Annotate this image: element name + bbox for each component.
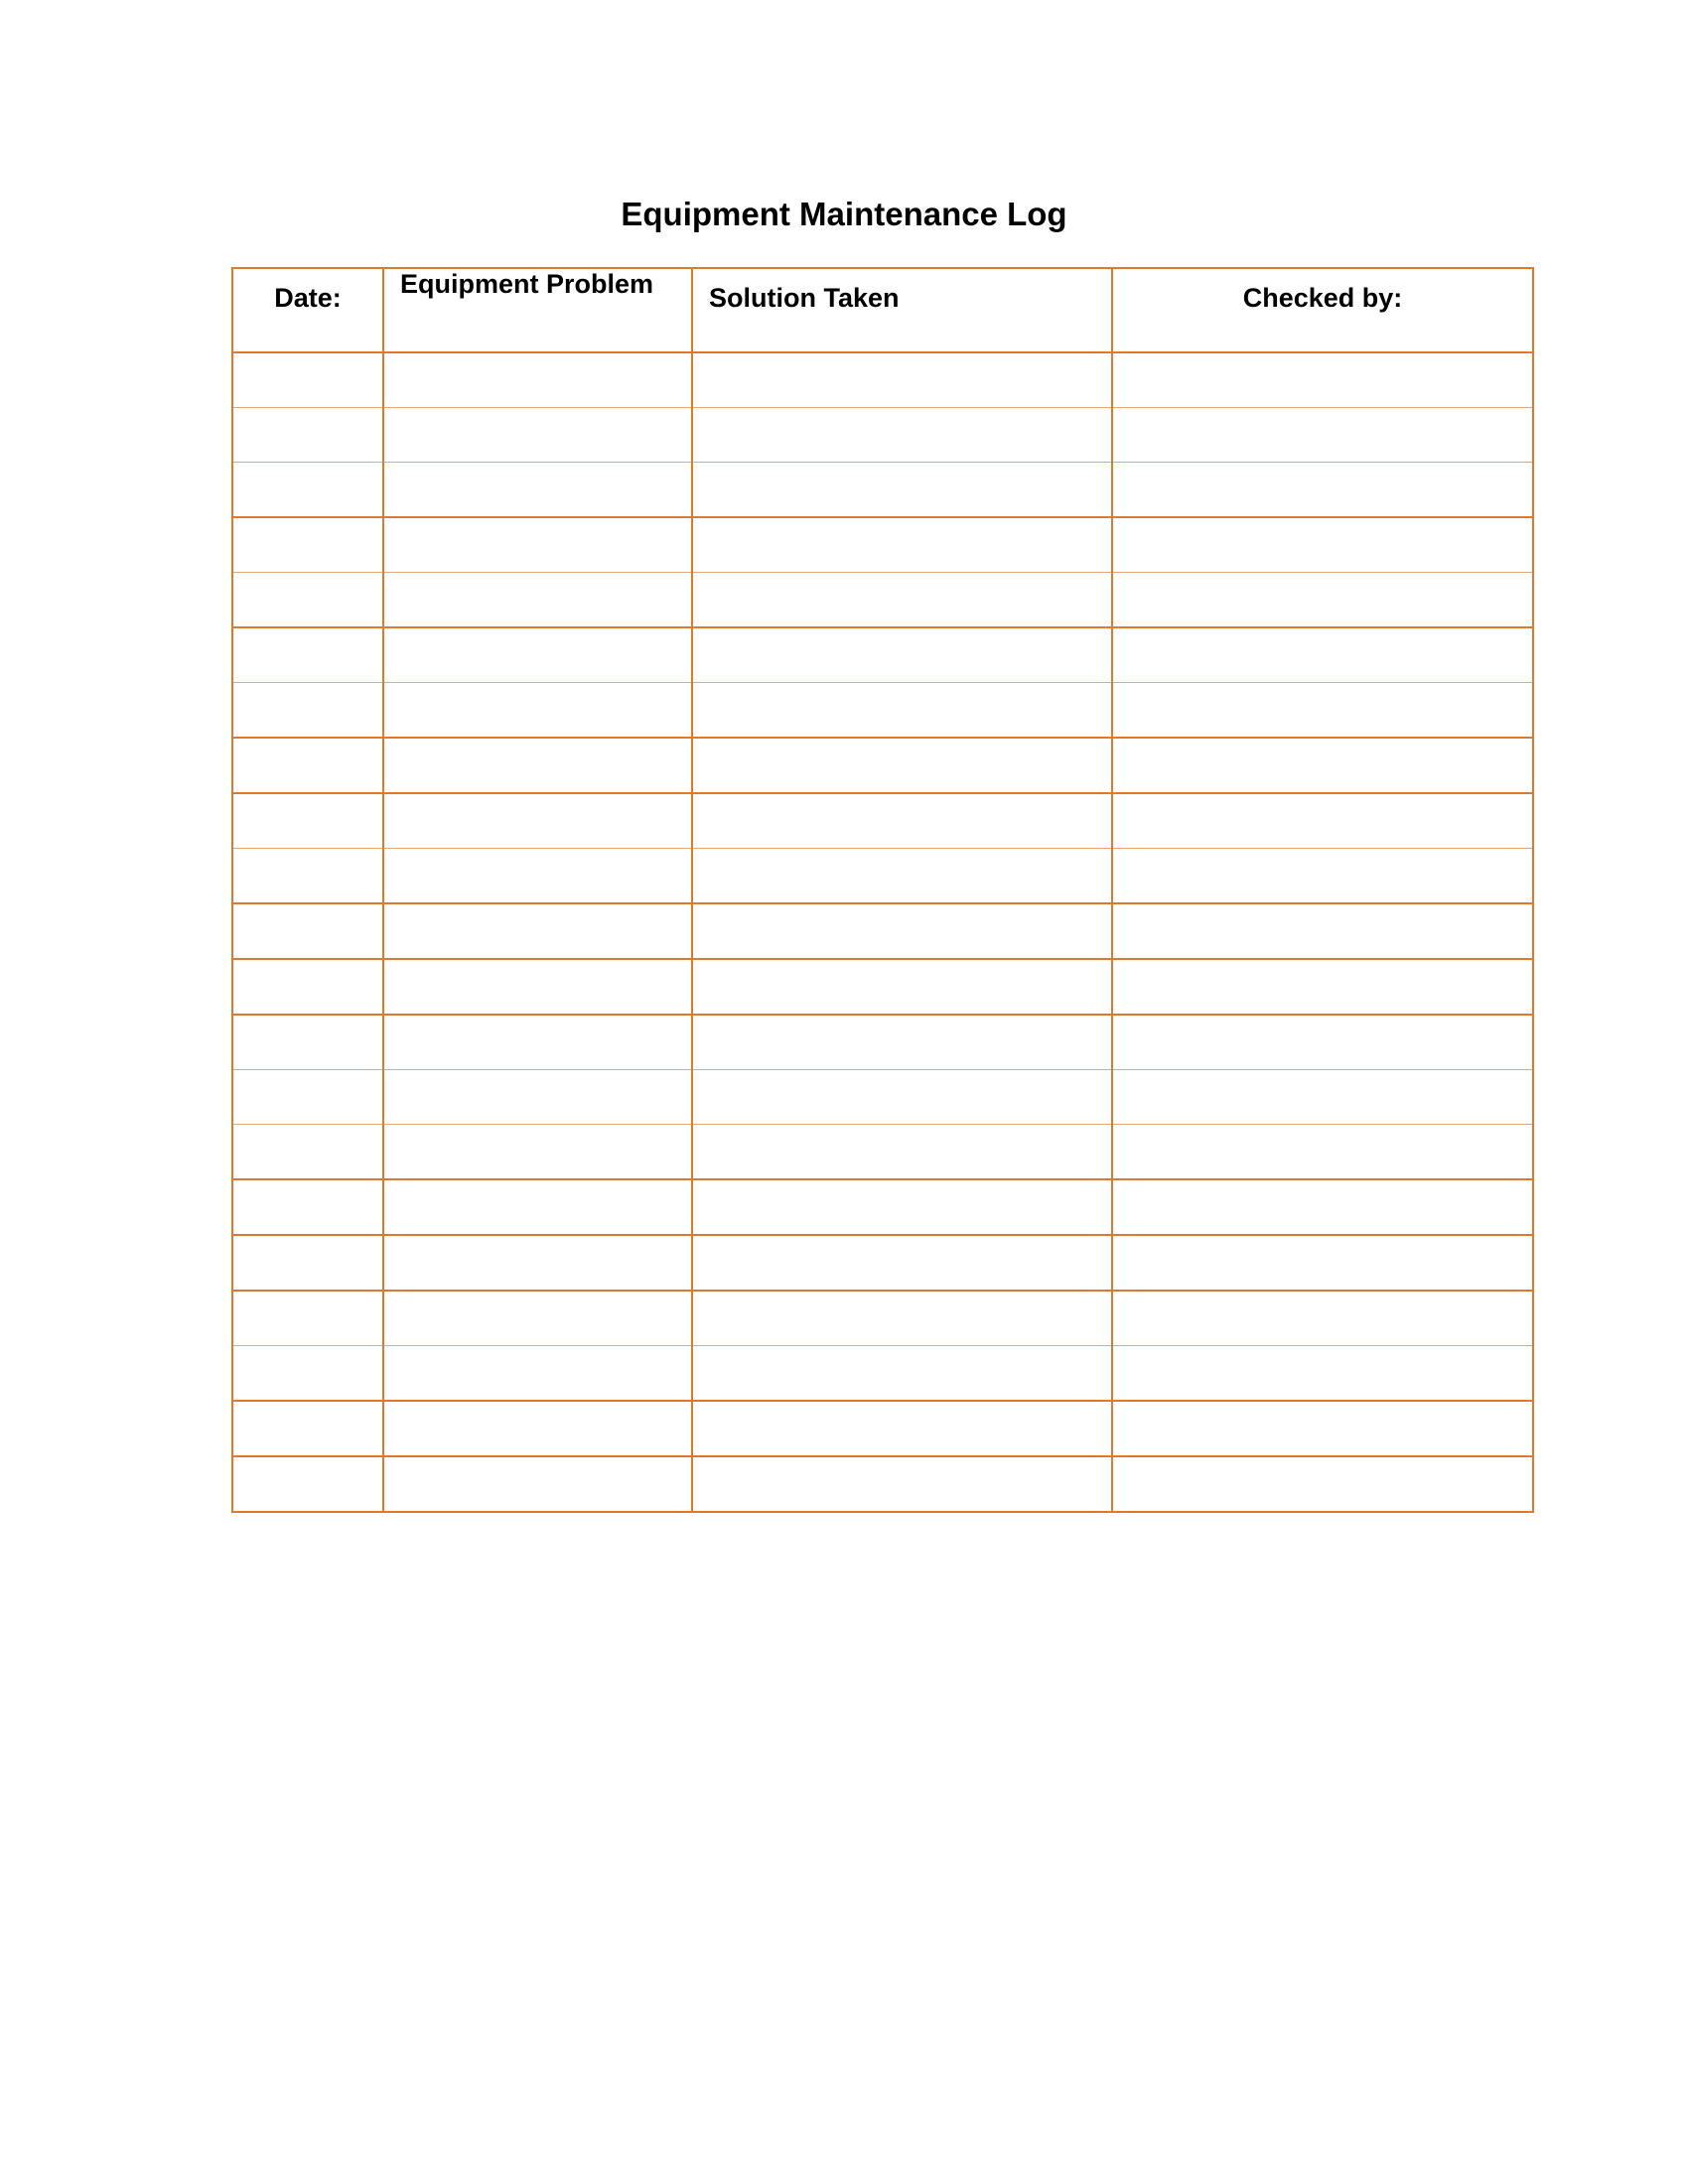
table-row — [232, 849, 1533, 904]
header-checked-by — [1112, 268, 1533, 352]
table-row — [232, 1291, 1533, 1346]
cell-date[interactable] — [232, 517, 383, 573]
table-row — [232, 627, 1533, 683]
cell-solution[interactable] — [692, 352, 1112, 408]
cell-checked[interactable] — [1112, 573, 1533, 628]
header-checked-label: Checked by: — [1242, 283, 1403, 313]
cell-problem[interactable] — [383, 1070, 692, 1125]
cell-date[interactable] — [232, 849, 383, 904]
cell-solution[interactable] — [692, 627, 1112, 683]
cell-date[interactable] — [232, 1401, 383, 1456]
cell-checked[interactable] — [1112, 1346, 1533, 1402]
cell-date[interactable] — [232, 738, 383, 793]
cell-checked[interactable] — [1112, 1456, 1533, 1512]
cell-checked[interactable] — [1112, 793, 1533, 849]
cell-date[interactable] — [232, 1125, 383, 1180]
header-date-label: Date: — [274, 283, 342, 313]
header-equipment-problem — [383, 268, 692, 352]
header-solution-taken — [692, 268, 1112, 352]
cell-solution[interactable] — [692, 903, 1112, 959]
cell-checked[interactable] — [1112, 849, 1533, 904]
header-row — [232, 268, 1533, 352]
table-row — [232, 683, 1533, 739]
table-row — [232, 408, 1533, 463]
cell-checked[interactable] — [1112, 959, 1533, 1015]
cell-date[interactable] — [232, 903, 383, 959]
cell-problem[interactable] — [383, 738, 692, 793]
cell-problem[interactable] — [383, 627, 692, 683]
cell-problem[interactable] — [383, 849, 692, 904]
cell-checked[interactable] — [1112, 683, 1533, 739]
cell-checked[interactable] — [1112, 1179, 1533, 1235]
cell-solution[interactable] — [692, 959, 1112, 1015]
cell-solution[interactable] — [692, 1070, 1112, 1125]
cell-solution[interactable] — [692, 517, 1112, 573]
cell-date[interactable] — [232, 1235, 383, 1291]
cell-solution[interactable] — [692, 408, 1112, 463]
cell-date[interactable] — [232, 408, 383, 463]
cell-problem[interactable] — [383, 959, 692, 1015]
cell-date[interactable] — [232, 1346, 383, 1402]
cell-problem[interactable] — [383, 903, 692, 959]
table-row — [232, 1125, 1533, 1180]
cell-solution[interactable] — [692, 849, 1112, 904]
cell-checked[interactable] — [1112, 408, 1533, 463]
cell-date[interactable] — [232, 627, 383, 683]
table-row — [232, 1346, 1533, 1402]
cell-problem[interactable] — [383, 1401, 692, 1456]
table-row — [232, 573, 1533, 628]
cell-checked[interactable] — [1112, 1401, 1533, 1456]
cell-date[interactable] — [232, 959, 383, 1015]
cell-solution[interactable] — [692, 1179, 1112, 1235]
cell-problem[interactable] — [383, 1346, 692, 1402]
cell-problem[interactable] — [383, 1456, 692, 1512]
table-row — [232, 1070, 1533, 1125]
cell-date[interactable] — [232, 463, 383, 518]
cell-date[interactable] — [232, 793, 383, 849]
table-row — [232, 1015, 1533, 1070]
cell-date[interactable] — [232, 1070, 383, 1125]
cell-solution[interactable] — [692, 1401, 1112, 1456]
cell-checked[interactable] — [1112, 1070, 1533, 1125]
header-date — [232, 268, 383, 352]
cell-problem[interactable] — [383, 1291, 692, 1346]
cell-problem[interactable] — [383, 517, 692, 573]
table-row — [232, 738, 1533, 793]
header-solution-label: Solution Taken — [709, 283, 900, 313]
table-row — [232, 1456, 1533, 1512]
cell-problem[interactable] — [383, 683, 692, 739]
cell-problem[interactable] — [383, 1125, 692, 1180]
table-row — [232, 959, 1533, 1015]
cell-solution[interactable] — [692, 463, 1112, 518]
cell-checked[interactable] — [1112, 463, 1533, 518]
table-row — [232, 1179, 1533, 1235]
cell-solution[interactable] — [692, 573, 1112, 628]
cell-date[interactable] — [232, 1291, 383, 1346]
cell-problem[interactable] — [383, 793, 692, 849]
maintenance-log-table — [231, 267, 1534, 1513]
table-row — [232, 1235, 1533, 1291]
table-row — [232, 352, 1533, 408]
cell-checked[interactable] — [1112, 517, 1533, 573]
cell-solution[interactable] — [692, 738, 1112, 793]
cell-problem[interactable] — [383, 1179, 692, 1235]
table-row — [232, 463, 1533, 518]
cell-problem[interactable] — [383, 1015, 692, 1070]
page-title: Equipment Maintenance Log — [621, 196, 1067, 232]
cell-checked[interactable] — [1112, 1125, 1533, 1180]
table-row — [232, 1401, 1533, 1456]
cell-solution[interactable] — [692, 1015, 1112, 1070]
cell-checked[interactable] — [1112, 903, 1533, 959]
cell-solution[interactable] — [692, 1235, 1112, 1291]
cell-date[interactable] — [232, 352, 383, 408]
table-row — [232, 793, 1533, 849]
cell-problem[interactable] — [383, 352, 692, 408]
cell-solution[interactable] — [692, 1291, 1112, 1346]
cell-problem[interactable] — [383, 1235, 692, 1291]
cell-solution[interactable] — [692, 683, 1112, 739]
cell-solution[interactable] — [692, 793, 1112, 849]
cell-checked[interactable] — [1112, 1015, 1533, 1070]
cell-date[interactable] — [232, 1015, 383, 1070]
cell-checked[interactable] — [1112, 627, 1533, 683]
cell-checked[interactable] — [1112, 352, 1533, 408]
table-row — [232, 903, 1533, 959]
cell-solution[interactable] — [692, 1125, 1112, 1180]
cell-date[interactable] — [232, 683, 383, 739]
cell-date[interactable] — [232, 1456, 383, 1512]
cell-problem[interactable] — [383, 573, 692, 628]
cell-checked[interactable] — [1112, 1291, 1533, 1346]
cell-problem[interactable] — [383, 408, 692, 463]
cell-problem[interactable] — [383, 463, 692, 518]
table-row — [232, 517, 1533, 573]
cell-checked[interactable] — [1112, 738, 1533, 793]
cell-date[interactable] — [232, 573, 383, 628]
log-body — [232, 352, 1533, 1512]
cell-checked[interactable] — [1112, 1235, 1533, 1291]
cell-solution[interactable] — [692, 1346, 1112, 1402]
header-problem-label: Equipment Problem — [400, 269, 654, 299]
cell-date[interactable] — [232, 1179, 383, 1235]
cell-solution[interactable] — [692, 1456, 1112, 1512]
